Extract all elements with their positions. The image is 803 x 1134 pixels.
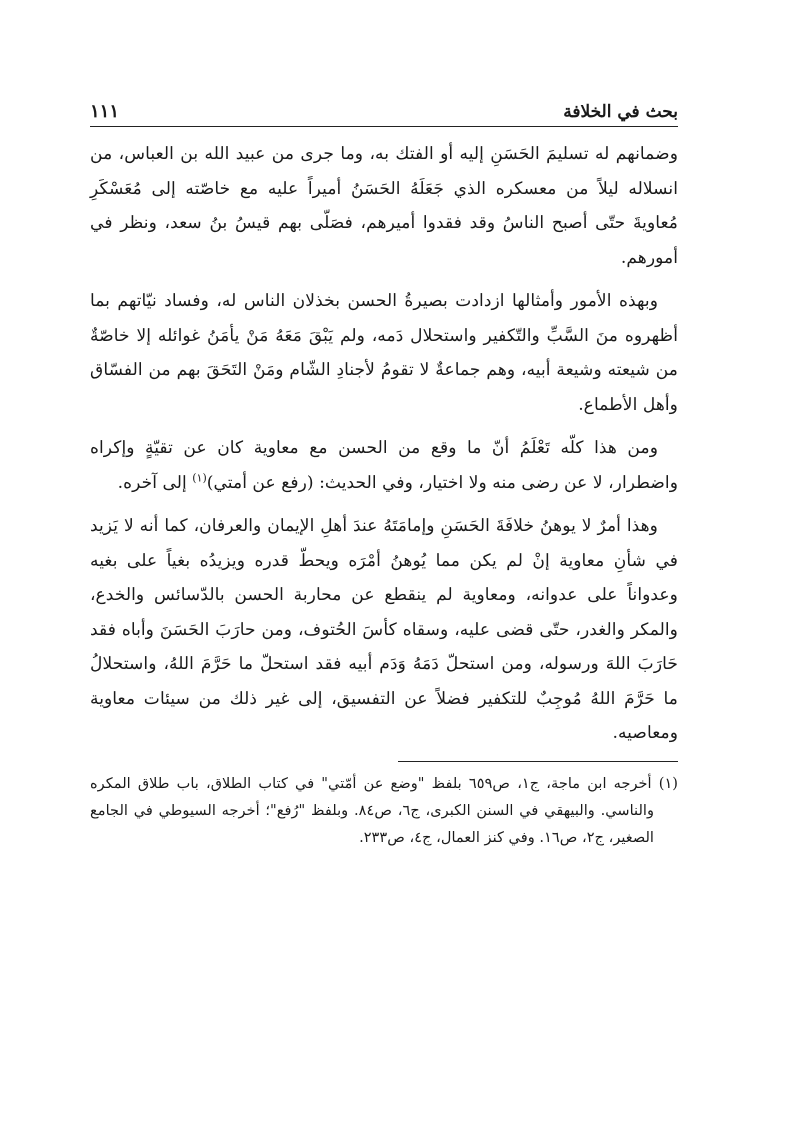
page-number: ١١١ <box>90 101 120 122</box>
document-page <box>90 92 678 851</box>
paragraph-3 <box>90 431 678 500</box>
footnote-1: (١) أخرجه ابن ماجة، ج١، ص٦٥٩ بلفظ "وضع عن أمّتي" في كتاب الطلاق، باب طلاق المكره والناسي. والبيهقي في السنن الكبرى، ج٦، ص٨٤. وبلفظ "رُفع"؛ أخرجه السيوطي في الجامع الصغير، ج٢، ص١٦. وفي كنز العمال، ج٤، ص٢٣٣. <box>90 774 678 846</box>
footnote-divider <box>398 761 678 762</box>
paragraph-2: وبهذه الأمور وأمثالها ازدادت بصيرةُ الحسن بخذلان الناس له، وفساد نيّاتهم بما أظهروه منَ السَّبِّ والتّكفير واستحلال دَمه، ولم يَبْقَ مَعَهُ مَنْ يأمَنُ غوائله إلا خاصّةٌ من شيعته وشيعة أبيه، وهم جماعةٌ لا تقومُ لأجنادِ الشّام ومَنْ التَحَقَ بهم من الفسّاق وأهل الأطماع. <box>90 291 678 415</box>
paragraph-3-text-before: ومن هذا كلّه تَعْلَمُ أنّ ما وقع من الحسن مع معاوية كان عن تقيّةٍ وإكراه واضطرار، لا عن رضى منه ولا اختيار، وفي الحديث: (رفع عن أمتي) <box>90 438 678 493</box>
body-text <box>90 137 678 751</box>
paragraph-4: وهذا أمرٌ لا يوهنُ خلافَةَ الحَسَنِ وإمامَتَهُ عندَ أهلِ الإيمان والعرفان، كما أنه لا يَزيد في شأنِ معاوية إنْ لم يكن مما يُوهنُ أمْرَه ويحطّ قدره ويزيدُه بغياً على بغيه وعدواناً على عدوانه، ومعاوية لم ينقطع عن محاربة الحسن بالدّسائس والخدع، والمكر والغدر، حتّى قضى عليه، وسقاه كأسَ الحُتوف، ومن حارَبَ الحَسَنَ وأباه فقد حَارَبَ اللهَ ورسوله، ومن استحلّ دَمَهُ وَدَم أبيه فقد استحلّ ما حَرَّمَ اللهُ، واستحلالُ ما حَرَّمَ اللهُ مُوجِبٌ للتكفير فضلاً عن التفسيق، إلى غير ذلك من سيئات معاوية ومعاصيه. <box>90 516 678 743</box>
paragraph-3-text-after: إلى آخره. <box>117 472 193 493</box>
paragraph-1: وضمانهم له تسليمَ الحَسَنِ إليه أو الفتك به، وما جرى من عبيد الله بن العباس، من انسلاله ليلاً من معسكره الذي جَعَلَهُ الحَسَنُ أميراً عليه مع خاصّته إلى مُعَسْكَرِ مُعاويةَ حتّى أصبح الناسُ وقد فقدوا أميرهم، فصَلّى بهم قيسُ بنُ سعد، ونظر في أمورهم. <box>90 144 678 268</box>
page-header <box>90 92 678 127</box>
footnote-reference[interactable]: (١) <box>192 470 207 484</box>
running-title: بحث في الخلافة <box>563 102 678 122</box>
footnotes-section <box>90 770 678 851</box>
